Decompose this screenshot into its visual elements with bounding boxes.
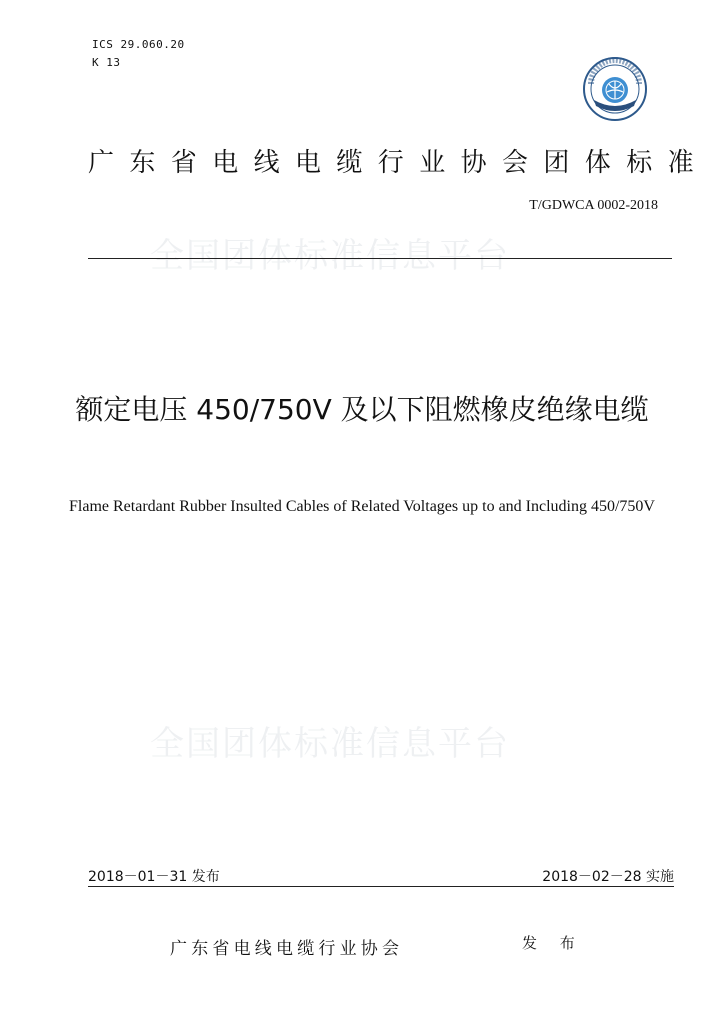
footer-divider xyxy=(88,886,674,887)
standard-number: T/GDWCA 0002-2018 xyxy=(529,198,658,213)
publish-label: 发 布 xyxy=(522,934,584,952)
watermark-top: 全国团体标准信息平台 xyxy=(150,236,510,276)
ics-code: ICS 29.060.20 xyxy=(92,38,185,51)
classification-codes xyxy=(92,36,185,72)
header-divider xyxy=(88,258,672,259)
implementation-date: 2018－02－28 实施 xyxy=(542,869,674,885)
document-title-english: Flame Retardant Rubber Insulted Cables of Related Voltages up to and Including 450/750V xyxy=(69,498,655,515)
organization-header: 广东省电线电缆行业协会团体标准 xyxy=(88,148,710,178)
issuing-organization: 广东省电线电缆行业协会 xyxy=(170,939,404,959)
ccs-code: K 13 xyxy=(92,56,121,69)
association-seal-icon xyxy=(582,56,648,122)
document-title-chinese: 额定电压 450/750V 及以下阻燃橡皮绝缘电缆 xyxy=(75,393,649,426)
watermark-middle: 全国团体标准信息平台 xyxy=(150,724,510,764)
issue-date: 2018－01－31 发布 xyxy=(88,869,220,885)
